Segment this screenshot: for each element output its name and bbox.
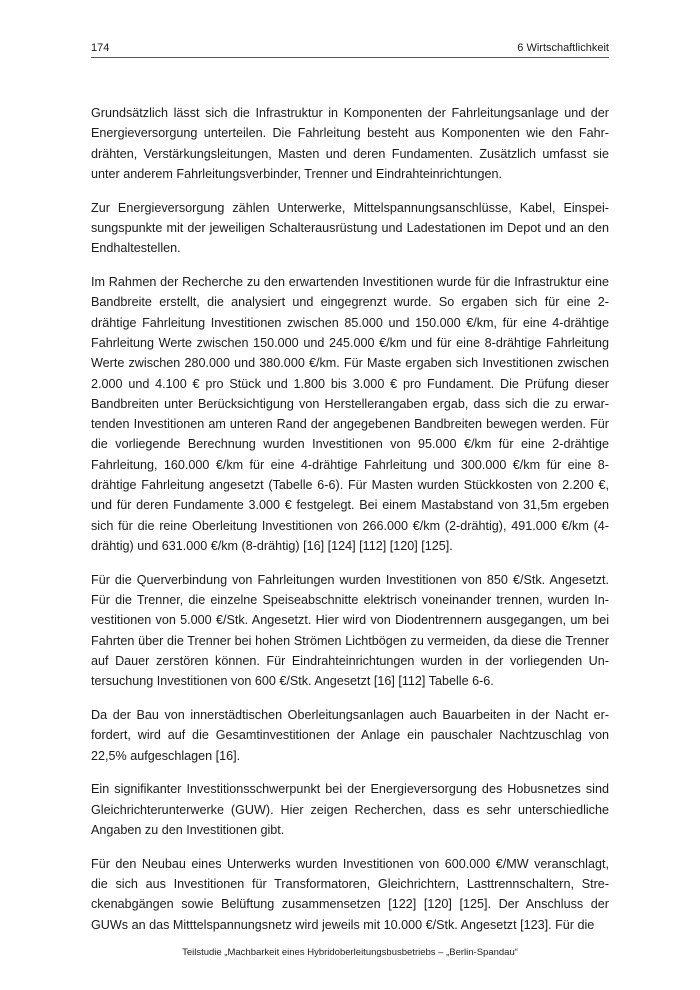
paragraph-cross-connection: Für die Querverbindung von Fahrleitungen wurden Investitionen von 850 €/Stk. Angesetzt. Für die Trenner, die einzelne Speiseabschnitte elektrisch voneinander trennen, wurden Investitionen von 5.000 €/Stk. Angesetzt. Hier wird von Diodentrennern ausgegangen, um bei Fahrten über die Trenner bei hohen Strömen Lichtbögen zu vermeiden, da diese die Trenner auf Dauer zerstören können. Für Eindrahteinrichtungen wurden in der vorliegenden Untersuchung Investitionen von 600 €/Stk. Angesetzt [16] [112] Tabelle 6-6. xyxy=(91,572,609,689)
paragraph-infrastructure-components: Grundsätzlich lässt sich die Infrastruktur in Komponenten der Fahrleitungsanlage und der Energieversorgung unterteilen. Die Fahrleitung besteht aus Komponenten wie den Fahrdrähten, Verstärkungsleitungen, Masten und deren Fundamenten. Zusätzlich umfasst sie unter anderem Fahrleitungsverbinder, Trenner und Eindrahteinrichtungen. xyxy=(91,106,609,181)
paragraph-rectifier-substations: Ein signifikanter Investitionsschwerpunkt bei der Energieversorgung des Hobusnetzes sind Gleichrichterunterwerke (GUW). Hier zeigen Recherchen, dass es sehr unterschiedliche Angaben zu den Investitionen gibt. xyxy=(91,782,609,837)
body-text xyxy=(91,103,609,948)
chapter-title: 6 Wirtschaftlichkeit xyxy=(517,42,609,54)
paragraph-night-surcharge: Da der Bau von innerstädtischen Oberleitungsanlagen auch Bauarbeiten in der Nacht erfordert, wird auf die Gesamtinvestitionen der Anlage ein pauschaler Nachtzuschlag von 22,5% aufgeschlagen [16]. xyxy=(91,708,609,763)
paragraph-substation-new-build: Für den Neubau eines Unterwerks wurden Investitionen von 600.000 €/MW veranschlagt, die sich aus Investitionen für Transformatoren, Gleichrichtern, Lasttrennschaltern, Streckenabgängen sowie Belüftung zusammensetzen [122] [120] [125]. Der Anschluss der GUWs an das Mitttelspannungsnetz wird jeweils mit 10.000 €/Stk. Angesetzt [123]. Für die xyxy=(91,856,609,932)
page-number: 174 xyxy=(91,42,110,54)
page-header xyxy=(91,41,609,58)
paragraph-investment-research: Im Rahmen der Recherche zu den erwartenden Investitionen wurde für die Infrastruktur eine Bandbreite erstellt, die analysiert und eingegrenzt wurde. So ergaben sich für eine 2-drähtige Fahrleitung Investitionen zwischen 85.000 und 150.000 €/km, für eine 4-drähtige Fahrleitung Werte zwischen 150.000 und 245.000 €/km und für eine 8-drähtige Fahrleitung Werte zwischen 280.000 und 380.000 €/km. Für Maste ergaben sich Investitionen zwischen 2.000 und 4.100 € pro Stück und 1.800 bis 3.000 € pro Fundament. Die Prüfung dieser Bandbreiten unter Berücksichtigung von Herstellerangaben ergab, dass sich die zu erwartenden Investitionen am unteren Rand der angegebenen Bandbreiten bewegen werden. Für die vorliegende Berechnung wurden Investitionen von 95.000 €/km für eine 2-drähtige Fahrleitung, 160.000 €/km für eine 4-drähtige Fahrleitung und 300.000 €/km für eine 8-drähtige Fahrleitung angesetzt (Tabelle 6-6). Für Masten wurden Stückkosten von 2.200 €, und für deren Fundamente 3.000 € festgelegt. Bei einem Mastabstand von 31,5m ergeben sich für die reine Oberleitung Investitionen von 266.000 €/km (2-drähtig), 491.000 €/km (4-drähtig) und 631.000 €/km (8-drähtig) [16] [124] [112] [120] [125]. xyxy=(91,275,609,553)
paragraph-energy-supply: Zur Energieversorgung zählen Unterwerke, Mittelspannungsanschlüsse, Kabel, Einspeisungspunkte mit der jeweiligen Schalterausrüstung und Ladestationen im Depot und an den Endhaltestellen. xyxy=(91,200,609,256)
page-footer: Teilstudie „Machbarkeit eines Hybridoberleitungsbusbetriebs – „Berlin-Spandau“ xyxy=(182,947,518,958)
